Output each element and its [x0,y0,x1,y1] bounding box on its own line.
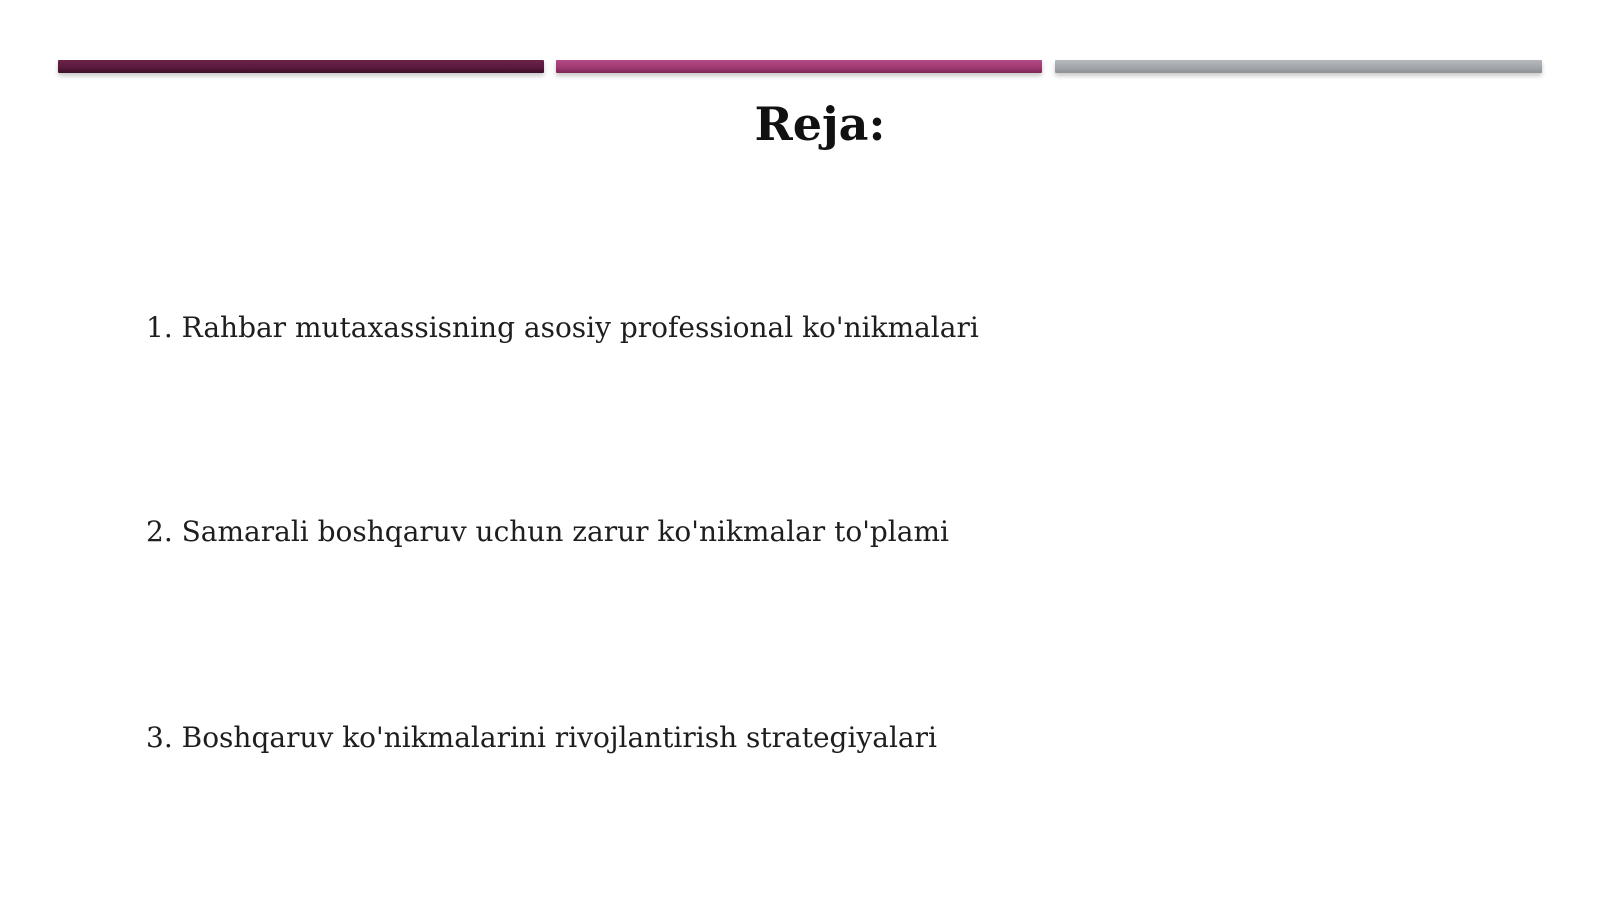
slide-title: Reja: [754,97,886,151]
header-bar-gray [1055,60,1542,73]
decorative-header-bars [58,60,1542,74]
header-bar-magenta [556,60,1042,73]
plan-item-3: 3. Boshqaruv ko'nikmalarini rivojlantirish strategiyalari [146,721,937,754]
plan-item-2: 2. Samarali boshqaruv uchun zarur ko'nikmalar to'plami [146,515,949,548]
plan-item-1: 1. Rahbar mutaxassisning asosiy professional ko'nikmalari [146,311,979,344]
header-bar-dark-maroon [58,60,544,73]
